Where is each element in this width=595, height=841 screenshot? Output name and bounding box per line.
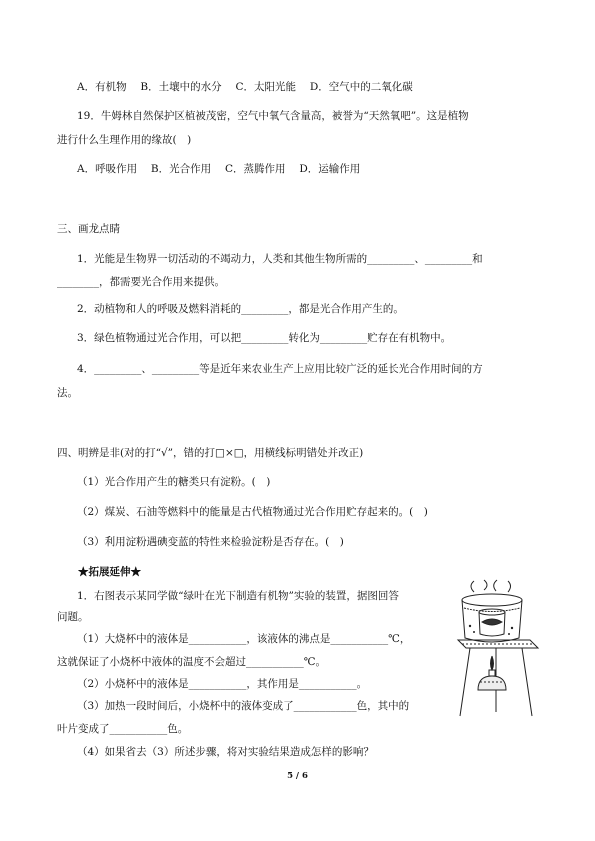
s3-item1-line1: 1．光能是生物界一切活动的不竭动力，人类和其他生物所需的_________、_________和 (77, 253, 483, 265)
ext-q2: （2）小烧杯中的液体是___________，其作用是___________。 (77, 678, 368, 690)
page-number: 5 / 6 (287, 771, 308, 781)
water-bath-apparatus-figure (452, 578, 542, 720)
s3-item4-line2: 法。 (57, 387, 78, 399)
s3-item2: 2．动植物和人的呼吸及燃料消耗的_________，都是光合作用产生的。 (77, 303, 404, 315)
steam-wisp (494, 580, 497, 591)
ext-q3-line2: 叶片变成了___________色。 (57, 723, 189, 735)
ext-item1-line1: 1．右图表示某同学做“绿叶在光下制造有机物”实验的装置，据图回答 (77, 590, 399, 602)
small-beaker (479, 609, 505, 636)
section3-title: 三、画龙点睛 (57, 223, 120, 235)
bubbles (469, 625, 513, 635)
s3-item3: 3．绿色植物通过光合作用，可以把_________转化为_________贮存在有机物中。 (77, 332, 452, 344)
leaf-in-beaker (482, 619, 502, 625)
ext-q4: （4）如果省去（3）所述步骤，将对实验结果造成怎样的影响？ (77, 746, 374, 758)
ext-item1-line2: 问题。 (57, 611, 89, 623)
s4-item3: （3）利用淀粉遇碘变蓝的特性来检验淀粉是否存在。( ) (77, 536, 344, 548)
s4-item2: （2）煤炭、石油等燃料中的能量是古代植物通过光合作用贮存起来的。( ) (77, 506, 428, 518)
extension-title: ★拓展延伸★ (78, 566, 141, 578)
s3-item1-line2: ________，都需要光合作用来提供。 (57, 276, 225, 288)
steam-wisp (508, 581, 511, 592)
q19-stem-line1: 19．牛姆林自然保护区植被茂密，空气中氧气含量高，被誉为“天然氧吧”。这是植物 (77, 110, 469, 122)
s3-item4-line1: 4．_________、_________等是近年来农业生产上应用比较广泛的延长光合作用时间的方 (77, 363, 483, 375)
ext-q3-line1: （3）加热一段时间后，小烧杯中的液体变成了____________色，其中的 (77, 700, 410, 712)
ext-q1-line1: （1）大烧杯中的液体是___________，该液体的沸点是___________℃， (77, 633, 411, 645)
large-beaker (462, 594, 522, 642)
steam-wisp (484, 580, 487, 590)
steam-wisp (471, 581, 474, 592)
q19-options: A．呼吸作用 B．光合作用 C．蒸腾作用 D．运输作用 (77, 163, 361, 175)
alcohol-lamp (478, 656, 506, 690)
ext-q1-line2: 这就保证了小烧杯中液体的温度不会超过___________℃。 (57, 656, 326, 668)
s4-item1: （1）光合作用产生的糖类只有淀粉。( ) (77, 476, 271, 488)
section4-title: 四、明辨是非(对的打“√”，错的打□×□，用横线标明错处并改正) (57, 447, 364, 459)
q18-options: A．有机物 B．土壤中的水分 C．太阳光能 D．空气中的二氧化碳 (77, 81, 413, 93)
q19-stem-line2: 进行什么生理作用的缘故( ) (57, 134, 192, 146)
